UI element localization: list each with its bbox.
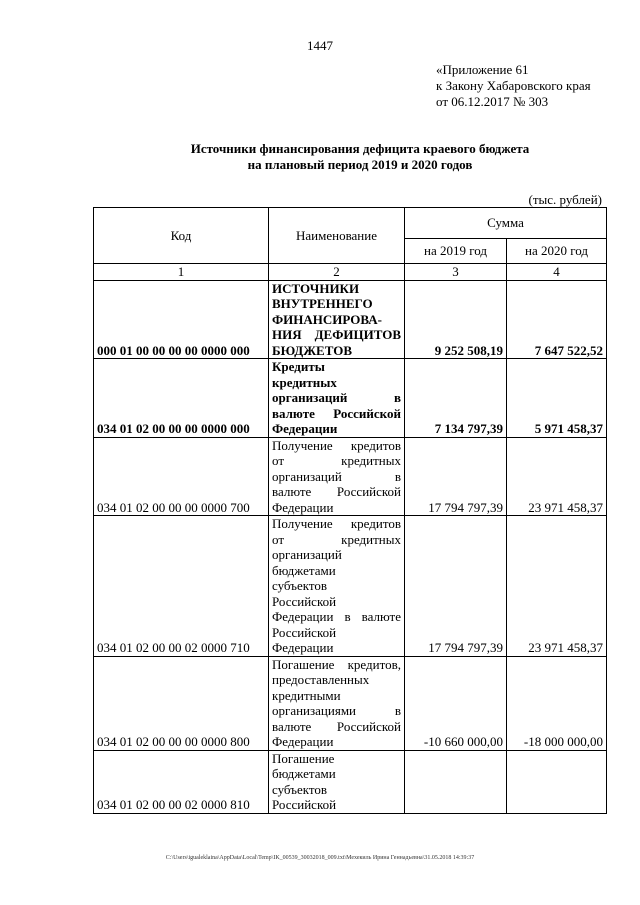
row-name-line: Кредиты: [272, 359, 325, 374]
amount-2020: 5 971 458,37: [507, 359, 607, 438]
header-name: Наименование: [269, 208, 405, 264]
row-name-line: от кредитных: [272, 531, 401, 547]
row-name: [269, 359, 405, 438]
row-name-line: Погашение кредитов,: [272, 656, 401, 672]
amount-2019: [405, 750, 507, 813]
amount-2020: 23 971 458,37: [507, 437, 607, 516]
row-name-line: НИЯ ДЕФИЦИТОВ: [272, 327, 401, 342]
amount-2019: 9 252 508,19: [405, 280, 507, 359]
column-number: 4: [507, 264, 607, 281]
row-name: [269, 516, 405, 657]
row-code: 034 01 02 00 00 02 0000 710: [94, 516, 269, 657]
row-code: 034 01 02 00 00 02 0000 810: [94, 750, 269, 813]
row-name-line: Федерации: [272, 734, 334, 749]
row-name-line: Федерации в валюте: [272, 609, 401, 624]
appendix-line-1: «Приложение 61: [436, 62, 529, 77]
title-line-2: на плановый период 2019 и 2020 годов: [247, 157, 473, 172]
row-name: [269, 437, 405, 516]
row-name-line: Погашение: [272, 750, 335, 766]
header-year-2020: на 2020 год: [507, 239, 607, 264]
amount-2019: 7 134 797,39: [405, 359, 507, 438]
row-name-line: валюте Российской: [272, 484, 401, 499]
row-name-line: организаций в: [272, 390, 401, 405]
row-name-line: Получение кредитов: [272, 516, 401, 531]
page-number: 1447: [307, 38, 333, 53]
row-name-line: Российской: [272, 593, 337, 609]
appendix-reference: [436, 62, 591, 110]
table-row: [94, 656, 607, 750]
appendix-line-2: к Закону Хабаровского края: [436, 78, 591, 93]
row-name-line: Получение кредитов: [272, 437, 401, 453]
row-name-line: Российской: [272, 624, 337, 640]
document-title: [0, 141, 640, 173]
amount-2019: 17 794 797,39: [405, 516, 507, 657]
row-name-line: ВНУТРЕННЕГО: [272, 296, 373, 311]
row-name-line: бюджетами: [272, 562, 336, 578]
table-row: [94, 280, 607, 359]
table-row: [94, 516, 607, 657]
row-name: [269, 280, 405, 359]
column-number: 1: [94, 264, 269, 281]
row-name-line: Российской: [272, 797, 337, 812]
amount-2020: 23 971 458,37: [507, 516, 607, 657]
row-name-line: Федерации: [272, 499, 334, 515]
table-row: [94, 437, 607, 516]
amount-2019: 17 794 797,39: [405, 437, 507, 516]
amount-2020: -18 000 000,00: [507, 656, 607, 750]
row-name-line: кредитных: [272, 374, 337, 390]
row-name-line: кредитными: [272, 687, 341, 703]
row-name-line: валюте Российской: [272, 405, 401, 421]
title-line-1: Источники финансирования дефицита краевого бюджета: [190, 141, 530, 156]
row-name-line: Федерации: [272, 640, 334, 655]
amount-2020: [507, 750, 607, 813]
row-name-line: Федерации: [272, 421, 338, 436]
table-row: [94, 359, 607, 438]
row-name-line: БЮДЖЕТОВ: [272, 342, 353, 358]
table-row: [94, 750, 607, 813]
row-name: [269, 656, 405, 750]
row-code: 034 01 02 00 00 00 0000 800: [94, 656, 269, 750]
amount-2019: -10 660 000,00: [405, 656, 507, 750]
column-number: 3: [405, 264, 507, 281]
appendix-line-3: от 06.12.2017 № 303: [436, 94, 549, 109]
row-name-line: ФИНАНСИРОВА-: [272, 311, 382, 327]
row-name-line: субъектов: [272, 578, 328, 593]
row-name-line: субъектов: [272, 781, 328, 797]
table-body: [94, 280, 607, 813]
row-code: 034 01 02 00 00 00 0000 700: [94, 437, 269, 516]
row-name-line: предоставленных: [272, 672, 370, 687]
row-code: 000 01 00 00 00 00 0000 000: [94, 280, 269, 359]
header-year-2019: на 2019 год: [405, 239, 507, 264]
row-code: 034 01 02 00 00 00 0000 000: [94, 359, 269, 438]
row-name-line: валюте Российской: [272, 718, 401, 734]
row-name-line: организаций в: [272, 468, 401, 484]
header-code: Код: [94, 208, 269, 264]
financing-table: [93, 207, 607, 814]
amount-2020: 7 647 522,52: [507, 280, 607, 359]
units-label: (тыс. рублей): [528, 192, 602, 207]
file-path-footer: C:\Users\igualeklaina\AppData\Local\Temp\IK_00539_30032018_009.txt\Мехекиль Ирина Геннадьевна\31.05.2018 14:39:37: [165, 855, 475, 861]
row-name-line: бюджетами: [272, 766, 336, 781]
header-sum: Сумма: [405, 208, 607, 239]
row-name: [269, 750, 405, 813]
row-name-line: организациями в: [272, 703, 401, 718]
column-number: 2: [269, 264, 405, 281]
row-name-line: организаций: [272, 547, 342, 562]
row-name-line: от кредитных: [272, 453, 401, 468]
row-name-line: ИСТОЧНИКИ: [272, 280, 360, 296]
